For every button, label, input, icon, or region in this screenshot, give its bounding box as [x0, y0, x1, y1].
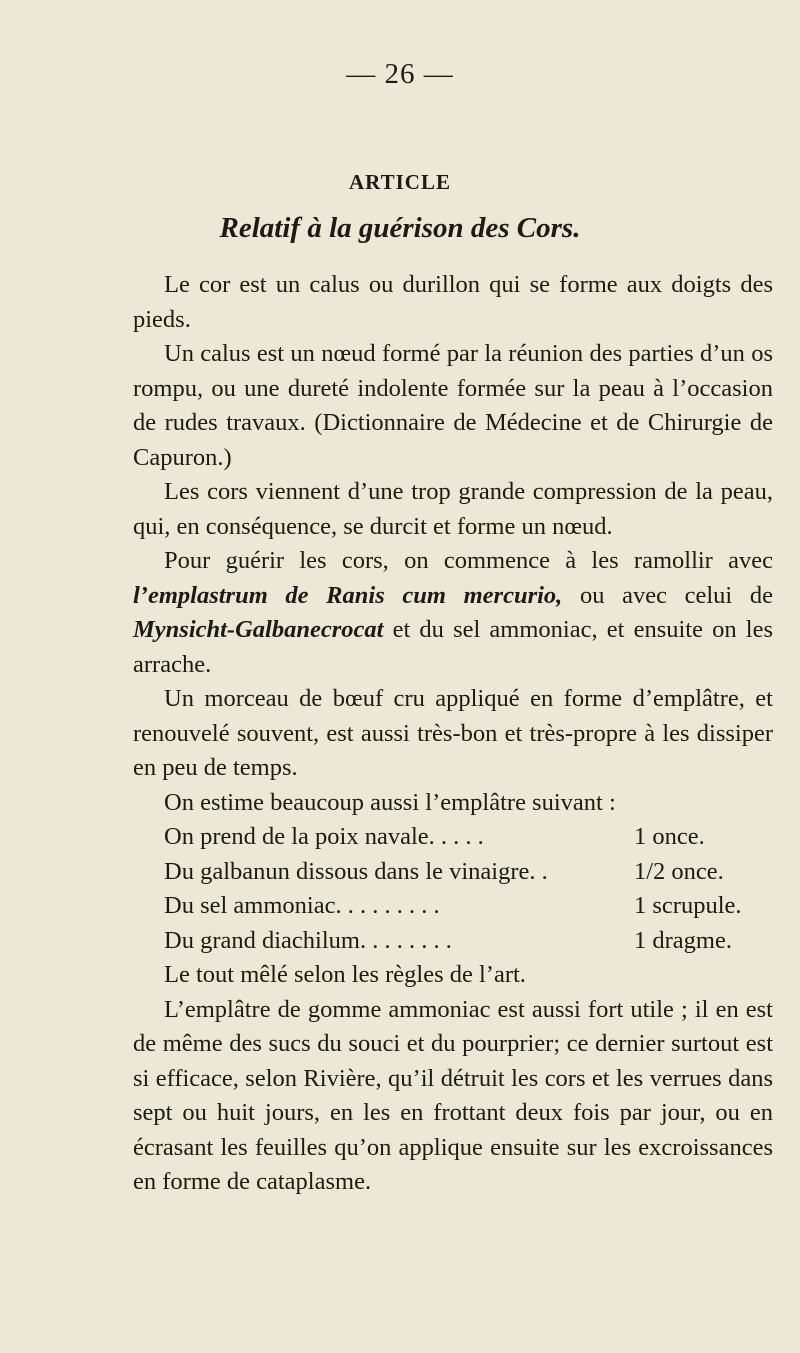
recipe-item	[133, 889, 773, 924]
treatment-text-a: Pour guérir les cors, on commence à les ramollir avec	[164, 547, 773, 574]
recipe-quantity: 1 once.	[634, 823, 705, 850]
paragraph-gomme: L’emplâtre de gomme ammoniac est aussi fort utile ; il en est de même des sucs du souci et du pourprier; ce dernier surtout est si efficace, selon Rivière, qu’il détruit les cors et les verrues dans sept ou huit jours, en les en frottant deux fois par jour, ou en écrasant les feuilles qu’on applique ensuite sur les excroissances en forme de cataplasme.	[133, 995, 773, 1195]
page-number: — 26 —	[346, 58, 454, 90]
article-subheading: Relatif à la guérison des Cors.	[219, 212, 581, 244]
recipe-quantity: 1 dragme.	[634, 926, 732, 954]
recipe-ingredient: Du grand diachilum. . . . . . . .	[164, 926, 452, 954]
recipe-ingredient: Du sel ammoniac. . . . . . . . .	[164, 892, 440, 919]
treatment-text-c: et du sel ammoniac, et ensuite on les arrache.	[133, 616, 773, 678]
paragraph-cause: Les cors viennent d’une trop grande compression de la peau, qui, en conséquence, se durcit et forme un nœud.	[133, 478, 773, 540]
paragraph-emplatre-intro: On estime beaucoup aussi l’emplâtre suivant :	[164, 788, 616, 816]
paragraph-treatment	[133, 544, 773, 682]
galbanecrocat-name: Mynsicht-Galbanecrocat	[133, 616, 384, 643]
recipe-ingredient: On prend de la poix navale. . . . .	[164, 823, 484, 850]
recipe-ingredient: Du galbanun dissous dans le vinaigre. .	[164, 857, 548, 885]
recipe-item	[133, 820, 773, 855]
article-heading: ARTICLE	[349, 170, 451, 194]
emplastrum-name: l’emplastrum de Ranis cum mercurio,	[133, 581, 563, 609]
paragraph-beef: Un morceau de bœuf cru appliqué en forme d’emplâtre, et renouvelé souvent, est aussi très-bon et très-propre à les dissiper en peu de temps.	[133, 685, 773, 781]
recipe-list	[133, 820, 773, 958]
recipe-quantity: 1 scrupule.	[634, 892, 742, 919]
paragraph-calus: Un calus est un nœud formé par la réunion des parties d’un os rompu, ou une dureté indolente formée sur la peau à l’occasion de rudes travaux. (Dictionnaire de Médecine et de Chirurgie de Capuron.)	[133, 340, 773, 471]
paragraph-mix: Le tout mêlé selon les règles de l’art.	[164, 961, 526, 988]
paragraph-definition: Le cor est un calus ou durillon qui se forme aux doigts des pieds.	[133, 271, 773, 333]
body-text	[133, 268, 773, 1200]
treatment-text-b: ou avec celui de	[562, 581, 774, 609]
recipe-item	[133, 855, 773, 890]
recipe-item	[133, 924, 773, 959]
recipe-quantity: 1/2 once.	[634, 857, 724, 885]
